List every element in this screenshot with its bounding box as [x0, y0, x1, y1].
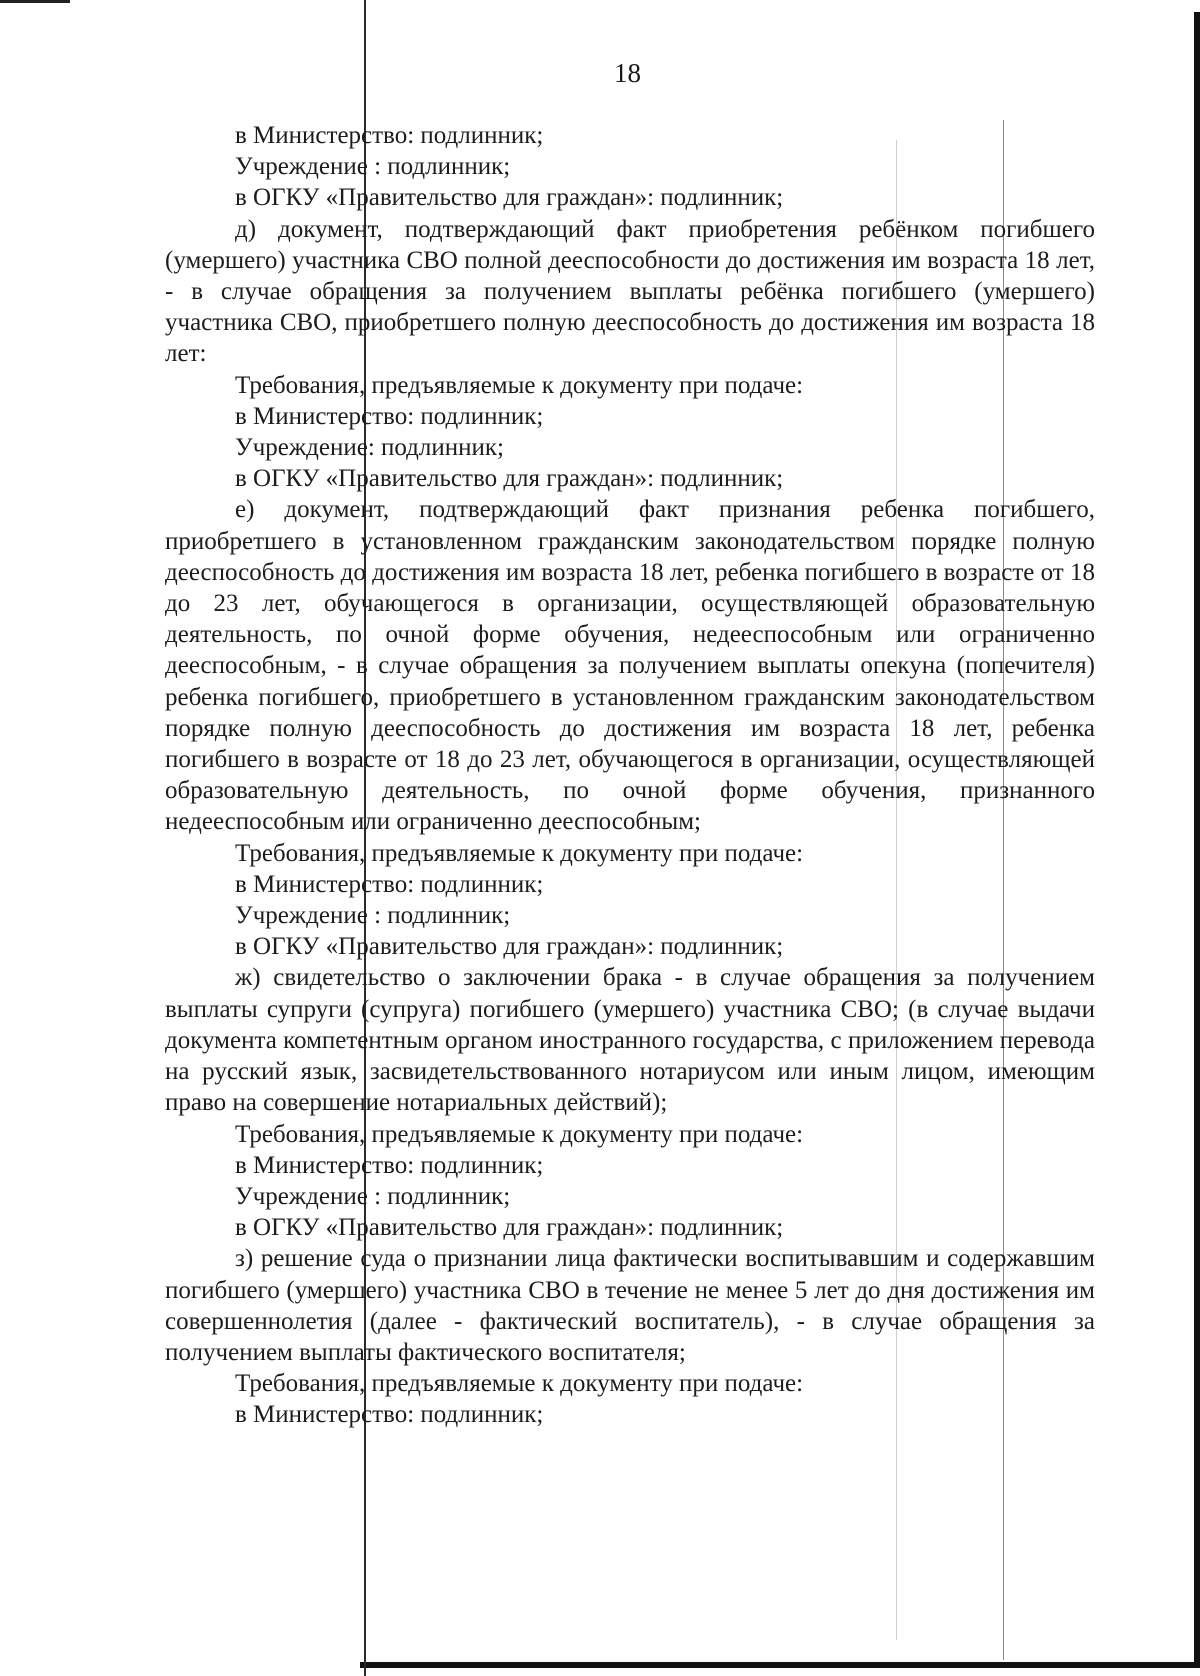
document-body — [165, 120, 1095, 1431]
requirement-ministry-z: в Министерство: подлинник; — [235, 1401, 544, 1429]
requirement-ministry-d: в Министерство: подлинник; — [235, 402, 544, 430]
paragraph-item-z: з) решение суда о признании лица фактически воспитывавшим и содержавшим погибшего (умершего) участника СВО в течение не менее 5 лет до дня достижения им совершеннолетия (далее - фактический воспитатель), - в случае обращения за получением выплаты фактического воспитателя; — [165, 1245, 1095, 1366]
requirements-heading-e: Требования, предъявляемые к документу при подаче: — [235, 839, 804, 867]
paragraph-item-zh: ж) свидетельство о заключении брака - в случае обращения за получением выплаты супруги (супруга) погибшего (умершего) участника СВО; (в случае выдачи документа компетентным органом иностранного государства, с приложением перевода на русский язык, засвидетельствованного нотариусом или иным лицом, имеющим право на совершение нотариальных действий); — [165, 964, 1095, 1117]
paragraph-ministry: в Министерство: подлинник; — [235, 122, 544, 149]
requirement-institution-d: Учреждение: подлинник; — [235, 434, 504, 462]
requirement-ministry-zh: в Министерство: подлинник; — [235, 1151, 544, 1179]
paragraph-item-e: е) документ, подтверждающий факт признания ребенка погибшего, приобретшего в установленном гражданским законодательством порядке полную дееспособность до достижения им возраста 18 лет, ребенка погибшего в возрасте от 18 до 23 лет, обучающегося в организации, осуществляющей образовательную деятельность, по очной форме обучения, недееспособным или ограниченно дееспособным, - в случае обращения за получением выплаты опекуна (попечителя) ребенка погибшего, приобретшего в установленном гражданским законодательством порядке полную дееспособность до достижения им возраста 18 лет, ребенка погибшего в возрасте от 18 до 23 лет, обучающегося в организации, осуществляющей образовательную деятельность, по очной форме обучения, признанного недееспособным или ограниченно дееспособным; — [165, 496, 1095, 836]
requirement-ogku-d: в ОГКУ «Правительство для граждан»: подлинник; — [235, 465, 784, 493]
scan-artifact-top — [0, 0, 70, 3]
requirement-ogku-zh: в ОГКУ «Правительство для граждан»: подлинник; — [235, 1214, 784, 1242]
requirements-heading-zh: Требования, предъявляемые к документу при подаче: — [235, 1120, 804, 1148]
scan-edge-right — [1194, 12, 1200, 1664]
requirement-ogku-e: в ОГКУ «Правительство для граждан»: подлинник; — [235, 933, 784, 961]
scan-edge-bottom — [360, 1662, 1200, 1668]
requirements-heading-d: Требования, предъявляемые к документу при подаче: — [235, 371, 804, 399]
requirement-institution-zh: Учреждение : подлинник; — [235, 1182, 511, 1210]
page-number: 18 — [614, 58, 641, 88]
requirements-heading-z: Требования, предъявляемые к документу при подаче: — [235, 1370, 804, 1398]
paragraph-institution: Учреждение : подлинник; — [235, 153, 511, 181]
paragraph-ogku: в ОГКУ «Правительство для граждан»: подлинник; — [235, 184, 784, 212]
requirement-institution-e: Учреждение : подлинник; — [235, 902, 511, 930]
requirement-ministry-e: в Министерство: подлинник; — [235, 870, 544, 898]
paragraph-item-d: д) документ, подтверждающий факт приобретения ребёнком погибшего (умершего) участника СВО полной дееспособности до достижения им возраста 18 лет, - в случае обращения за получением выплаты ребёнка погибшего (умершего) участника СВО, приобретшего полную дееспособность до достижения им возраста 18 лет: — [165, 215, 1095, 368]
